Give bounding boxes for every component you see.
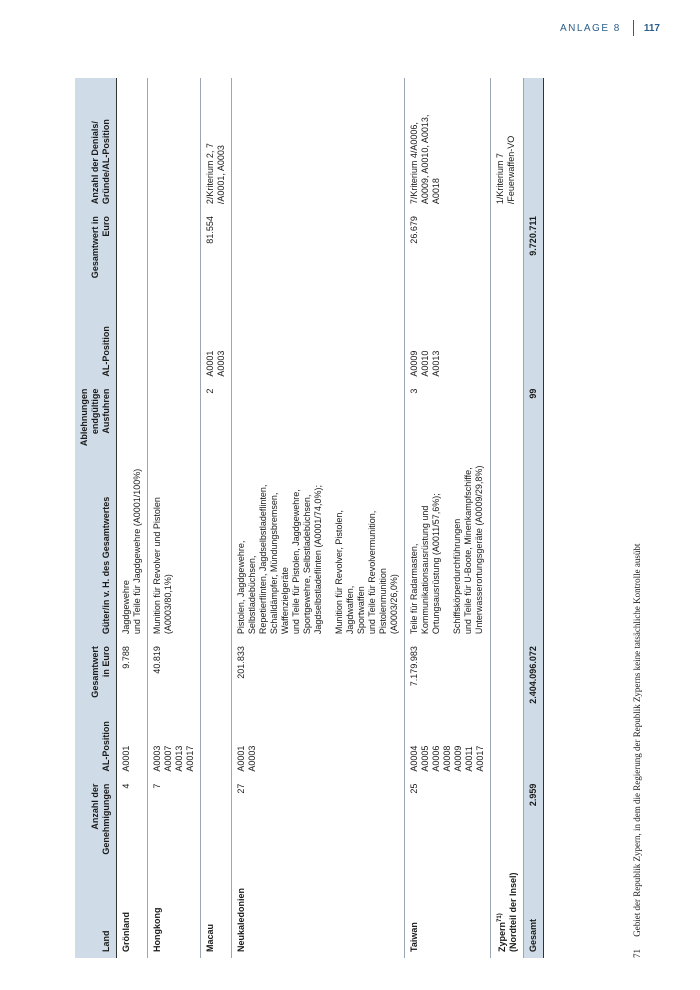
cell-land: Macau xyxy=(201,861,232,958)
page-number: 117 xyxy=(643,22,660,34)
total-empty xyxy=(524,710,544,778)
cell-gesamtwert-denial xyxy=(232,210,405,288)
cell-al-position: A0004 A0005 A0006 A0008 A0009 A0011 A0017 xyxy=(405,710,491,778)
cell-gueter: Jagdgewehre und Teile für Jagdgewehre (A0001/100%) xyxy=(117,457,148,640)
column-header: Land xyxy=(75,861,117,958)
cell-gesamtwert-denial: 26.679 xyxy=(405,210,491,288)
cell-denials xyxy=(232,78,405,210)
cell-anzahl xyxy=(201,778,232,861)
column-header: Gesamtwert in Euro xyxy=(75,210,117,288)
footnote-text: Gebiet der Republik Zypern, in dem die Regierung der Republik Zyperns keine tatsächliche Kontrolle ausübt xyxy=(632,543,642,937)
cell-land: Taiwan xyxy=(405,861,491,958)
total-ablehnungen: 99 xyxy=(524,383,544,457)
cell-anzahl: 4 xyxy=(117,778,148,861)
table-row xyxy=(405,78,491,958)
cell-al-position-denial xyxy=(148,288,201,382)
cell-al-position-denial: A0009 A0010 A0013 xyxy=(405,288,491,382)
total-anzahl: 2.959 xyxy=(524,778,544,861)
column-header: Güter/in v. H. des Gesamtwertes xyxy=(75,457,117,640)
table-row xyxy=(148,78,201,958)
table-row xyxy=(201,78,232,958)
column-header: Anzahl der Denials/ Gründe/AL-Position xyxy=(75,78,117,210)
cell-gueter xyxy=(201,457,232,640)
cell-gesamtwert: 40.819 xyxy=(148,640,201,710)
total-label: Gesamt xyxy=(524,861,544,958)
total-empty xyxy=(524,457,544,640)
column-header: Anzahl der Genehmigungen xyxy=(75,778,117,861)
page-header xyxy=(560,20,660,36)
cell-land: Zypern$^{71)}$ (Nordteil der Insel) xyxy=(491,861,524,958)
section-label: ANLAGE 8 xyxy=(559,22,621,34)
cell-gesamtwert-denial xyxy=(148,210,201,288)
cell-ablehnungen xyxy=(117,383,148,457)
cell-al-position: A0003 A0007 A0013 A0017 xyxy=(148,710,201,778)
column-header: Ablehnungen endgültige Ausfuhren xyxy=(75,383,117,457)
cell-al-position xyxy=(491,710,524,778)
table-row xyxy=(232,78,405,958)
table-row xyxy=(117,78,148,958)
cell-anzahl: 7 xyxy=(148,778,201,861)
cell-ablehnungen xyxy=(148,383,201,457)
cell-gueter xyxy=(491,457,524,640)
cell-anzahl: 27 xyxy=(232,778,405,861)
cell-gueter: Pistolen, Jagdgewehre, Selbstladebüchsen, Repetierflinten, Jagdselbstladeflinten, Schalldämpfer, Mündungsbremsen, Waffenzielgeräte und Teile für Pistolen, Jagdgewehre, Sportgewehre, Selbstladebüchsen, Jagdselbstladeflinten (A0001/74,0%); Munition für Revolver, Pistolen, Jagdwaffen, Sportwaffen und Teile für Revolvermunition, Pistolenmunition (A0003/26,0%) xyxy=(232,457,405,640)
table-header-row xyxy=(75,78,117,958)
cell-gesamtwert: 201.833 xyxy=(232,640,405,710)
cell-anzahl xyxy=(491,778,524,861)
column-header: AL-Position xyxy=(75,710,117,778)
footnote xyxy=(632,538,642,958)
cell-denials xyxy=(148,78,201,210)
total-empty xyxy=(524,288,544,382)
cell-al-position xyxy=(201,710,232,778)
cell-gesamtwert xyxy=(201,640,232,710)
cell-al-position-denial: A0001 A0003 xyxy=(201,288,232,382)
cell-gesamtwert-denial xyxy=(117,210,148,288)
total-gesamtwert-denial: 9.720.711 xyxy=(524,210,544,288)
footnote-number: 71 xyxy=(632,949,642,958)
cell-gueter: Munition für Revolver und Pistolen (A0003/80,1%) xyxy=(148,457,201,640)
cell-al-position: A0001 A0003 xyxy=(232,710,405,778)
cell-gesamtwert-denial xyxy=(491,210,524,288)
cell-denials: 7/Kriterium 4/A0006, A0009, A0010, A0013, A0018 xyxy=(405,78,491,210)
cell-ablehnungen: 3 xyxy=(405,383,491,457)
total-gesamtwert: 2.404.096.072 xyxy=(524,640,544,710)
cell-land: Grönland xyxy=(117,861,148,958)
cell-land: Hongkong xyxy=(148,861,201,958)
total-row xyxy=(524,78,544,958)
cell-ablehnungen xyxy=(232,383,405,457)
header-divider xyxy=(633,20,634,36)
cell-al-position-denial xyxy=(491,288,524,382)
total-empty xyxy=(524,78,544,210)
cell-gesamtwert-denial: 81.554 xyxy=(201,210,232,288)
cell-anzahl: 25 xyxy=(405,778,491,861)
export-table xyxy=(75,78,544,958)
cell-al-position-denial xyxy=(232,288,405,382)
table-row xyxy=(491,78,524,958)
column-header: Gesamtwert in Euro xyxy=(75,640,117,710)
cell-al-position: A0001 xyxy=(117,710,148,778)
cell-al-position-denial xyxy=(117,288,148,382)
cell-ablehnungen xyxy=(491,383,524,457)
column-header: AL-Position xyxy=(75,288,117,382)
cell-denials: 1/Kriterium 7 /Feuerwaffen-VO xyxy=(491,78,524,210)
rotated-table-container xyxy=(75,78,538,958)
cell-gesamtwert xyxy=(491,640,524,710)
cell-denials xyxy=(117,78,148,210)
cell-land: Neukaledonien xyxy=(232,861,405,958)
cell-ablehnungen: 2 xyxy=(201,383,232,457)
cell-gesamtwert: 7.179.983 xyxy=(405,640,491,710)
cell-gesamtwert: 9.788 xyxy=(117,640,148,710)
table-body xyxy=(117,78,544,958)
cell-gueter: Teile für Radarmasten, Kommunikationsausrüstung und Ortungsausrüstung (A0011/57,6%); Schiffskörperdurchführungen und Teile für U-Boote, Minenkampfschiffe, Unterwasserortungsgeräte (A0009/29,8%) xyxy=(405,457,491,640)
cell-denials: 2/Kriterium 2, 7 /A0001, A0003 xyxy=(201,78,232,210)
